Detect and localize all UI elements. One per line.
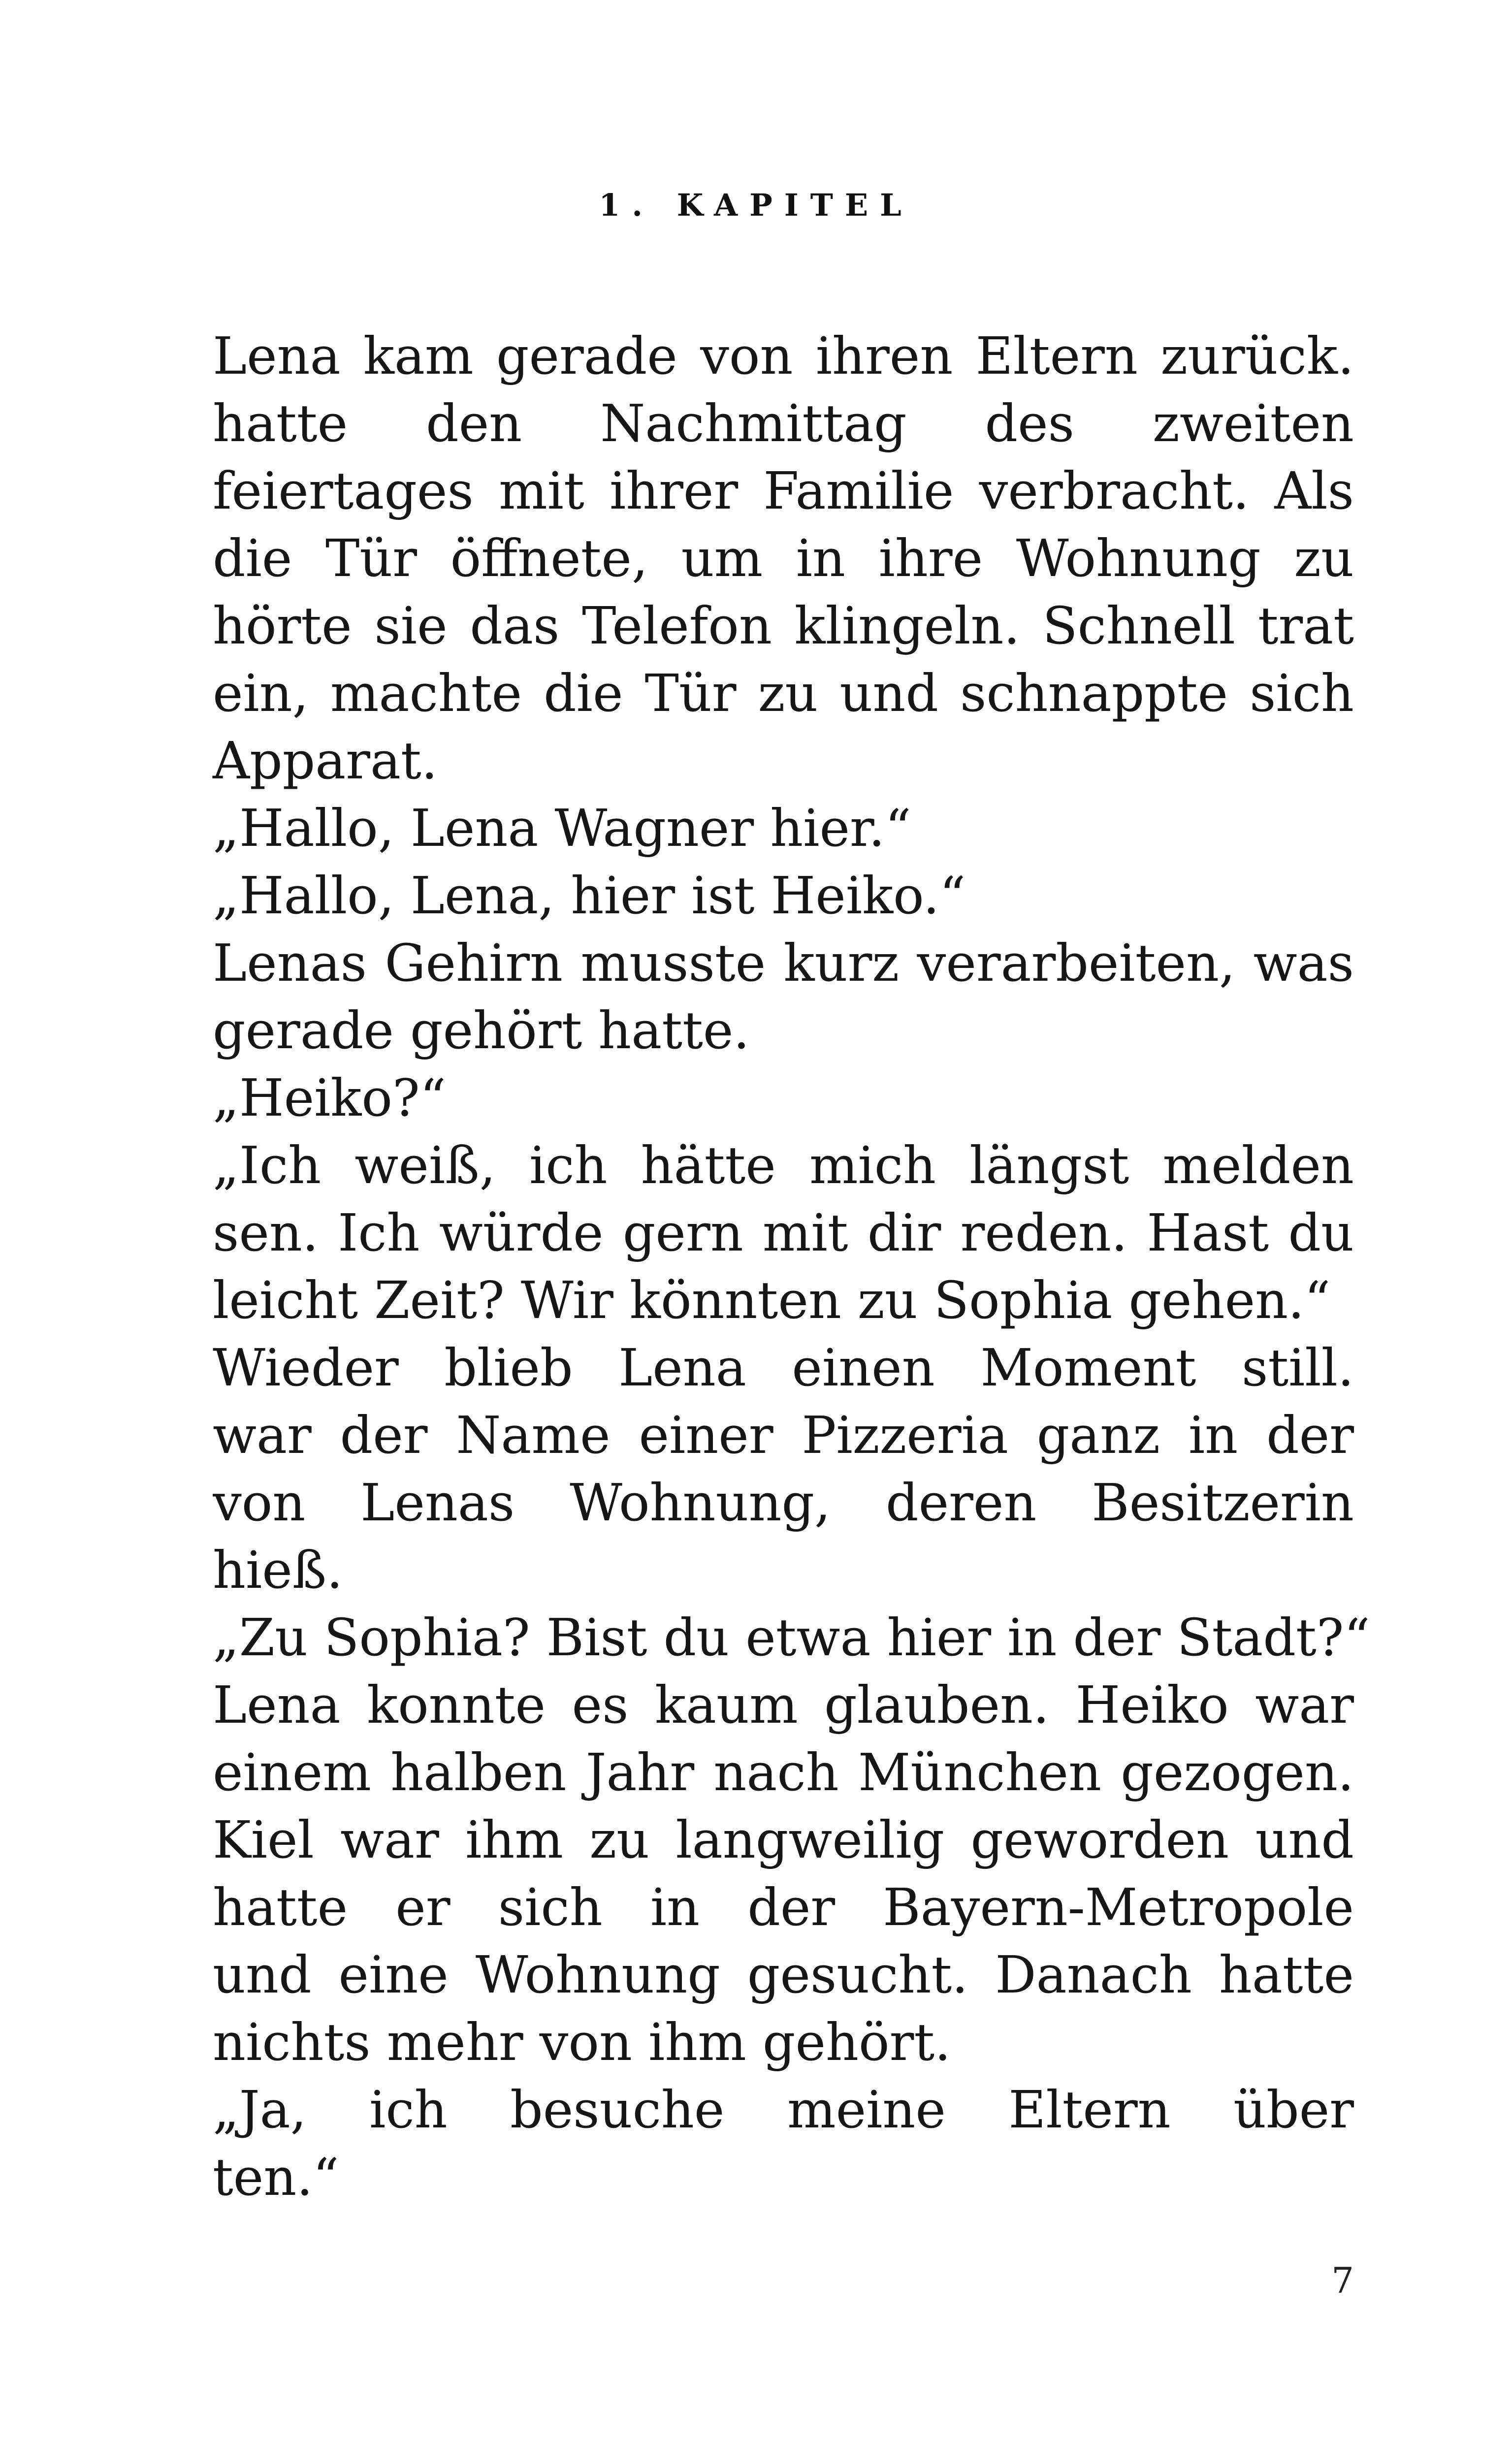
text-line: ein, machte die Tür zu und schnappte sich [213, 663, 1354, 723]
text-line: „Ja, ich besuche meine Eltern über [213, 2080, 1354, 2140]
text-line: von Lenas Wohnung, deren Besitzerin [213, 1473, 1354, 1533]
text-line: sen. Ich würde gern mit dir reden. Hast du [213, 1203, 1354, 1263]
text-line: hörte sie das Telefon klingeln. Schnell trat [213, 596, 1354, 656]
text-line: Kiel war ihm zu langweilig geworden und [213, 1810, 1354, 1870]
text-line: „Zu Sophia? Bist du etwa hier in der Stadt?“ [213, 1607, 1370, 1668]
text-line: Wieder blieb Lena einen Moment still. [213, 1338, 1354, 1398]
text-line: feiertages mit ihrer Familie verbracht. Als [213, 461, 1354, 521]
text-line: hieß. [213, 1540, 343, 1600]
text-line: leicht Zeit? Wir könnten zu Sophia gehen.“ [213, 1270, 1331, 1330]
text-line: „Hallo, Lena Wagner hier.“ [213, 798, 911, 858]
text-line: Apparat. [213, 731, 438, 791]
text-line: und eine Wohnung gesucht. Danach hatte [213, 1945, 1354, 2005]
text-line: gerade gehört hatte. [213, 1000, 750, 1061]
text-line: hatte er sich in der Bayern-Metropole [213, 1877, 1354, 1937]
text-line: „Hallo, Lena, hier ist Heiko.“ [213, 866, 966, 926]
page-number: 7 [1331, 2260, 1354, 2301]
text-line: Lena konnte es kaum glauben. Heiko war [213, 1675, 1354, 1735]
body-text [213, 322, 1370, 2211]
text-line: nichts mehr von ihm gehört. [213, 2012, 951, 2072]
text-line: Lena kam gerade von ihren Eltern zurück. [213, 326, 1354, 386]
text-line: „Heiko?“ [213, 1068, 446, 1128]
chapter-heading: 1. KAPITEL [599, 187, 913, 223]
text-line: war der Name einer Pizzeria ganz in der [213, 1405, 1354, 1465]
text-line: Lenas Gehirn musste kurz verarbeiten, was [213, 933, 1354, 993]
text-line: ten.“ [213, 2147, 339, 2207]
text-line: die Tür öffnete, um in ihre Wohnung zu [213, 528, 1354, 588]
text-line: hatte den Nachmittag des zweiten [213, 393, 1354, 453]
text-line: „Ich weiß, ich hätte mich längst melden [213, 1135, 1354, 1195]
text-line: einem halben Jahr nach München gezogen. [213, 1742, 1354, 1802]
